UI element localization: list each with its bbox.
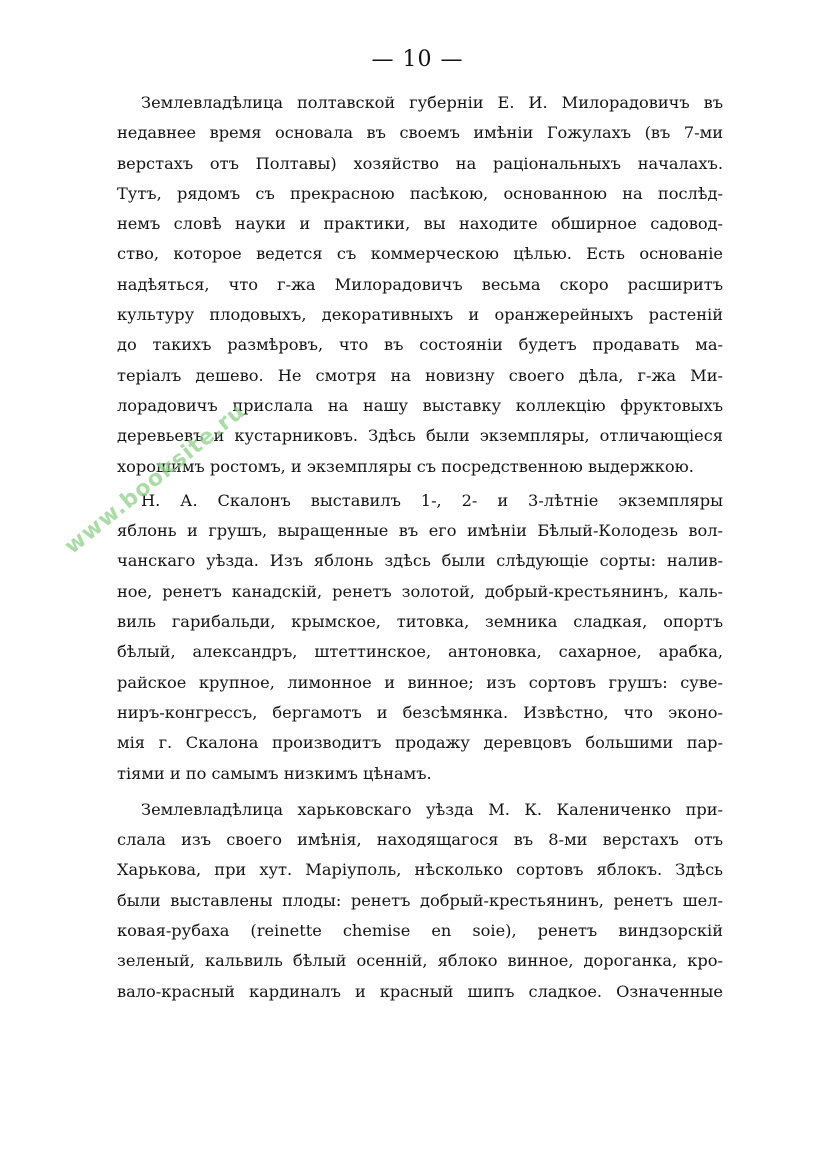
paragraph-kalenichenko xyxy=(117,795,723,1007)
text-line: были выставлены плоды: ренетъ добрый-крестьянинъ, ренетъ шел- xyxy=(117,890,723,910)
text-line: ниръ-конгрессъ, бергамотъ и безсѣмянка. Извѣстно, что эконо- xyxy=(117,702,723,722)
text-line: ковая-рубаха (reinette chemise en soie), ренетъ виндзорскій xyxy=(117,921,723,941)
text-line: культуру плодовыхъ, декоративныхъ и оранжерейныхъ растеній xyxy=(117,305,723,325)
text-line: Тутъ, рядомъ съ прекрасною пасѣкою, основанною на послѣд- xyxy=(117,183,723,203)
text-line: надѣяться, что г-жа Милорадовичъ весьма скоро расширитъ xyxy=(117,274,723,294)
text-line: яблонь и грушъ, выращенные въ его имѣніи Бѣлый-Колодезь вол- xyxy=(117,521,723,541)
text-line: хорошимъ ростомъ, и экземпляры съ посредственною выдержкою. xyxy=(117,456,694,476)
text-line: Харькова, при хут. Маріуполь, нѣсколько сортовъ яблокъ. Здѣсь xyxy=(117,860,723,880)
text-line: мія г. Скалона производитъ продажу деревцовъ большими пар- xyxy=(117,733,723,753)
text-line: немъ словѣ науки и практики, вы находите обширное садовод- xyxy=(117,214,723,234)
text-line: райское крупное, лимонное и винное; изъ сортовъ грушъ: суве- xyxy=(117,672,723,692)
watermark: www.booksite.ru xyxy=(60,398,251,560)
text-line: верстахъ отъ Полтавы) хозяйство на раціональныхъ началахъ. xyxy=(117,153,723,173)
text-line: Землевладѣлица харьковскаго уѣзда М. К. Калениченко при- xyxy=(141,799,723,819)
text-line: виль гарибальди, крымское, титовка, земника сладкая, опортъ xyxy=(117,612,723,632)
text-line: ное, ренетъ канадскій, ренетъ золотой, добрый-крестьянинъ, каль- xyxy=(117,581,723,601)
text-line: бѣлый, александръ, штеттинское, антоновка, сахарное, арабка, xyxy=(117,642,723,662)
text-line: теріалъ дешево. Не смотря на новизну своего дѣла, г-жа Ми- xyxy=(117,365,723,385)
text-line: вало-красный кардиналъ и красный шипъ сладкое. Означенные xyxy=(117,981,723,1001)
text-line: чанскаго уѣзда. Изъ яблонь здѣсь были слѣдующіе сорты: налив- xyxy=(117,551,723,571)
page-number: — 10 — xyxy=(371,47,464,72)
text-line: недавнее время основала въ своемъ имѣніи Гожулахъ (въ 7-ми xyxy=(117,123,723,143)
text-line: слала изъ своего имѣнія, находящагося въ 8-ми верстахъ отъ xyxy=(117,830,723,850)
text-line: зеленый, кальвиль бѣлый осенній, яблоко винное, дороганка, кро- xyxy=(117,951,723,971)
text-line: лорадовичъ прислала на нашу выставку коллекцію фруктовыхъ xyxy=(117,395,723,415)
paragraph-skalon xyxy=(117,486,723,789)
body-text xyxy=(117,88,723,1007)
text-line: деревьевъ и кустарниковъ. Здѣсь были экземпляры, отличающіеся xyxy=(117,426,723,446)
text-line: Землевладѣлица полтавской губерніи Е. И. Милорадовичъ въ xyxy=(141,93,723,112)
text-line: до такихъ размѣровъ, что въ состояніи будетъ продавать ма- xyxy=(117,335,723,355)
text-line: тіями и по самымъ низкимъ цѣнамъ. xyxy=(117,763,432,783)
text-line: Н. А. Скалонъ выставилъ 1-, 2- и 3-лѣтніе экземпляры xyxy=(141,490,723,510)
text-line: ство, которое ведется съ коммерческою цѣлью. Есть основаніе xyxy=(117,244,723,264)
